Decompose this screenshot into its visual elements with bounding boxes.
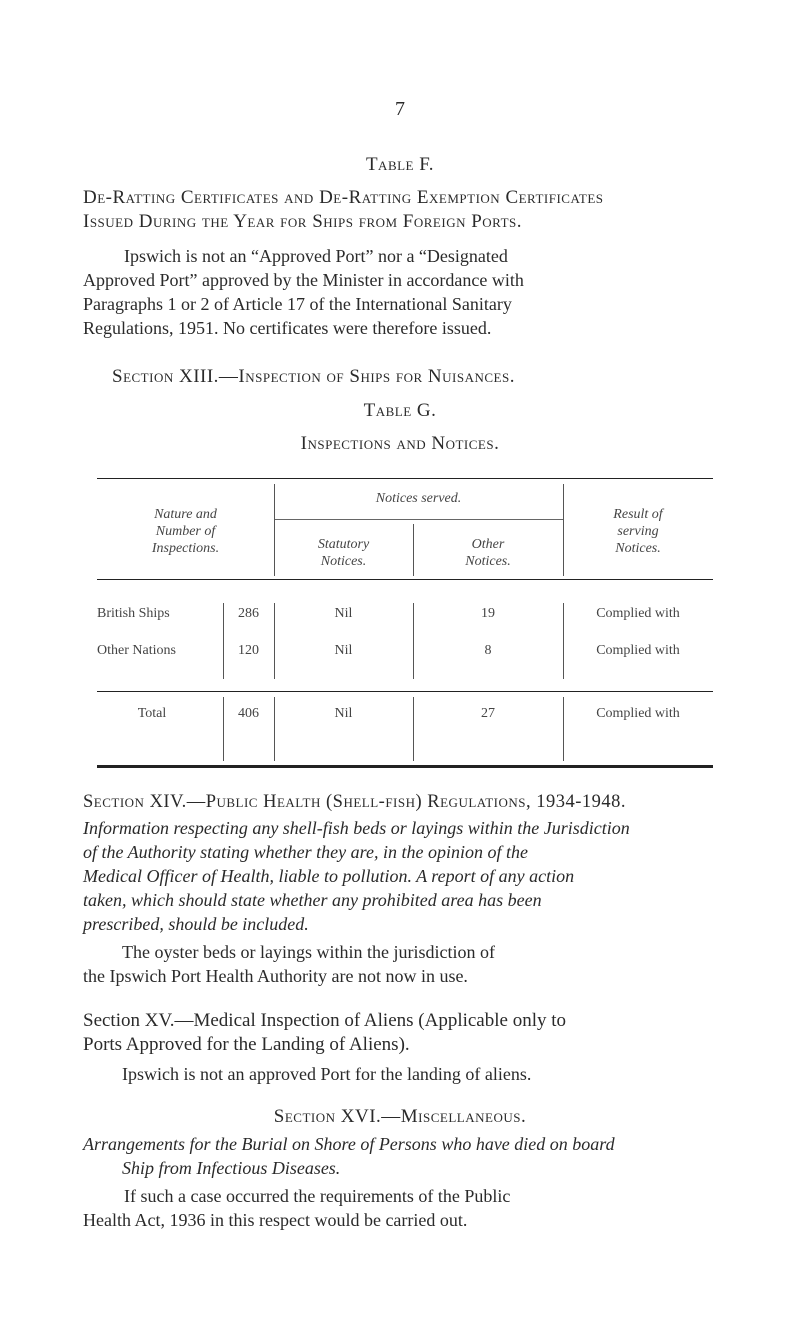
section-xiii-heading: Section XIII.—Inspection of Ships for Nuisances.	[112, 366, 515, 387]
col-statutory-header: Statutory Notices.	[317, 537, 370, 569]
section-xiv-italic-line2: of the Authority stating whether they are, in the opinion of the	[83, 842, 528, 862]
section-xiv-italic-line3: Medical Officer of Health, liable to pollution. A report of any action	[83, 866, 575, 886]
table-g-title: Inspections and Notices.	[300, 433, 500, 454]
table-f-heading-line2: Issued During the Year for Ships from Foreign Ports.	[83, 211, 522, 232]
col-nature-header: Nature and Number of Inspections.	[151, 507, 220, 556]
table-f-para-line2: Approved Port” approved by the Minister in accordance with	[83, 270, 524, 290]
row-other-name: Other Nations	[97, 643, 176, 658]
section-xvi-heading: Section XVI.—Miscellaneous.	[273, 1106, 527, 1127]
row-other-statutory: Nil	[334, 643, 353, 658]
table-top-rule	[97, 478, 713, 479]
page-number: 7	[395, 98, 405, 120]
notices-served-rule	[274, 519, 563, 520]
col-result-header: Result of serving Notices.	[613, 507, 663, 556]
table-g-label: Table G.	[363, 400, 437, 421]
row-total-statutory: Nil	[334, 706, 353, 721]
row-other-other: 8	[484, 643, 492, 658]
row-total-name: Total	[137, 706, 167, 721]
table-f-para-line1: Ipswich is not an “Approved Port” nor a “Designated	[124, 246, 508, 266]
section-xiv-italic-line5: prescribed, should be included.	[83, 914, 309, 934]
section-xiv-para-line2: the Ipswich Port Health Authority are not now in use.	[83, 966, 468, 986]
section-xiv-italic-line4: taken, which should state whether any prohibited area has been	[83, 890, 542, 910]
table-bottom-rule	[97, 765, 713, 768]
section-xv-para: Ipswich is not an approved Port for the landing of aliens.	[122, 1064, 532, 1084]
section-xvi-italic-line1: Arrangements for the Burial on Shore of Persons who have died on board	[83, 1134, 615, 1154]
row-british-other: 19	[481, 606, 495, 621]
row-total-other: 27	[481, 706, 495, 721]
header-bottom-rule	[97, 579, 713, 580]
row-british-result: Complied with	[596, 606, 680, 621]
section-xvi-para-line2: Health Act, 1936 in this respect would be carried out.	[83, 1210, 468, 1230]
inspections-table	[97, 478, 713, 768]
col-other-header: Other Notices.	[465, 537, 511, 569]
section-xiv-para-line1: The oyster beds or layings within the jurisdiction of	[122, 942, 495, 962]
row-british-number: 286	[238, 606, 259, 621]
table-f-para-line3: Paragraphs 1 or 2 of Article 17 of the International Sanitary	[83, 294, 512, 314]
notices-served-header: Notices served.	[375, 491, 462, 506]
section-xvi-para-line1: If such a case occurred the requirements of the Public	[124, 1186, 511, 1206]
row-british-statutory: Nil	[334, 606, 353, 621]
section-xv-heading-line2: Ports Approved for the Landing of Aliens).	[83, 1034, 410, 1055]
table-f-label: Table F.	[365, 154, 435, 175]
row-other-number: 120	[238, 643, 259, 658]
row-total-result: Complied with	[596, 706, 680, 721]
section-xv-heading-line1: Section XV.—Medical Inspection of Aliens (Applicable only to	[83, 1010, 567, 1031]
row-british-name: British Ships	[97, 606, 170, 621]
row-other-result: Complied with	[596, 643, 680, 658]
section-xvi-italic-line2: Ship from Infectious Diseases.	[122, 1158, 341, 1178]
section-xiv-heading: Section XIV.—Public Health (Shell-fish) Regulations, 1934-1948.	[83, 792, 627, 812]
total-top-rule	[97, 691, 713, 692]
section-xiv-italic-line1: Information respecting any shell-fish beds or layings within the Jurisdiction	[83, 818, 630, 838]
table-f-para-line4: Regulations, 1951. No certificates were therefore issued.	[83, 318, 492, 338]
table-f-heading-line1: De-Ratting Certificates and De-Ratting Exemption Certificates	[83, 187, 604, 208]
row-total-number: 406	[238, 706, 259, 721]
